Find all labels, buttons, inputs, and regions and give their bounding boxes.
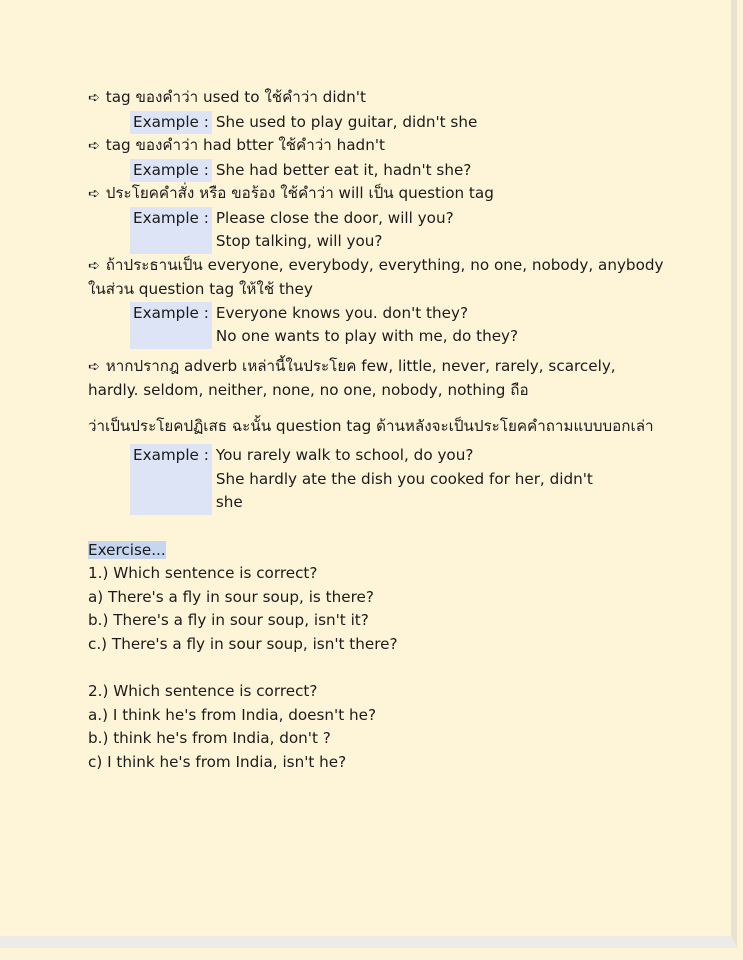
example-label: Example : <box>130 302 212 349</box>
example-sentence: Stop talking, will you? <box>215 232 383 250</box>
document-content <box>88 86 668 774</box>
example-row <box>130 207 668 254</box>
example-sentence: You rarely walk to school, do you? <box>215 446 474 464</box>
option-2a: a.) I think he's from India, doesn't he? <box>88 705 377 724</box>
example-label: Example : <box>130 111 212 135</box>
option-2b: b.) think he's from India, don't ? <box>88 729 331 747</box>
option-1c: c.) There's a fly in sour soup, isn't there? <box>88 634 398 653</box>
example-sentence: Everyone knows you. don't they? <box>215 303 469 322</box>
exercise-section <box>88 539 668 563</box>
spacer <box>88 515 668 539</box>
option-1a: a) There's a fly in sour soup, is there? <box>88 587 374 606</box>
example-row <box>130 444 668 515</box>
example-sentence: Please close the door, will you? <box>215 208 454 227</box>
example-row <box>130 111 668 135</box>
spacer <box>88 403 668 415</box>
arrow-right-icon: ➪ <box>88 90 100 106</box>
rule-5 <box>88 355 668 403</box>
spacer <box>88 656 668 680</box>
example-sentence: She had better eat it, hadn't she? <box>215 160 472 179</box>
rule-text: tag ของคำว่า used to ใช้คำว่า didn't <box>105 88 366 106</box>
option-1b: b.) There's a fly in sour soup, isn't it? <box>88 611 369 629</box>
arrow-right-icon: ➪ <box>88 186 100 202</box>
rule-4 <box>88 254 668 302</box>
arrow-right-icon: ➪ <box>88 257 100 274</box>
rule-text: หากปรากฎ adverb เหล่านี้ในประโยค few, little, never, rarely, scarcely, hardly. seldom, neither, none, no one, nobody, nothing ถือ <box>88 356 616 399</box>
rule-text: ประโยคคำสั่ง หรือ ขอร้อง ใช้คำว่า will เป็น question tag <box>105 184 494 202</box>
example-body <box>216 111 668 135</box>
example-sentence: She hardly ate the dish you cooked for her, didn't <box>215 469 593 488</box>
option-2c: c) I think he's from India, isn't he? <box>88 752 347 771</box>
arrow-right-icon: ➪ <box>88 358 100 375</box>
rule-text: ถ้าประธานเป็น everyone, everybody, everything, no one, nobody, anybody ในส่วน question tag ให้ใช้ they <box>88 255 664 298</box>
example-label: Example : <box>130 207 212 254</box>
example-label: Example : <box>130 444 212 515</box>
example-label: Example : <box>130 159 212 183</box>
rule-5-continued: ว่าเป็นประโยคปฏิเสธ ฉะนั้น question tag ด้านหลังจะเป็นประโยคคำถามแบบบอกเล่า <box>88 416 654 435</box>
example-sentence: No one wants to play with me, do they? <box>215 327 519 345</box>
example-sentence: she <box>215 493 243 511</box>
rule-3 <box>88 182 668 207</box>
example-row <box>130 159 668 183</box>
example-body <box>216 444 668 515</box>
example-row <box>130 302 668 349</box>
example-body <box>216 207 668 254</box>
question-2: 2.) Which sentence is correct? <box>88 682 318 700</box>
example-sentence: She used to play guitar, didn't she <box>215 112 478 131</box>
example-body <box>216 302 668 349</box>
question-1: 1.) Which sentence is correct? <box>88 564 318 582</box>
exercise-title: Exercise... <box>88 540 166 559</box>
arrow-right-icon: ➪ <box>88 138 100 154</box>
rule-1 <box>88 86 668 111</box>
example-body <box>216 159 668 183</box>
rule-2 <box>88 134 668 159</box>
rule-text: tag ของคำว่า had btter ใช้คำว่า hadn't <box>105 136 385 154</box>
